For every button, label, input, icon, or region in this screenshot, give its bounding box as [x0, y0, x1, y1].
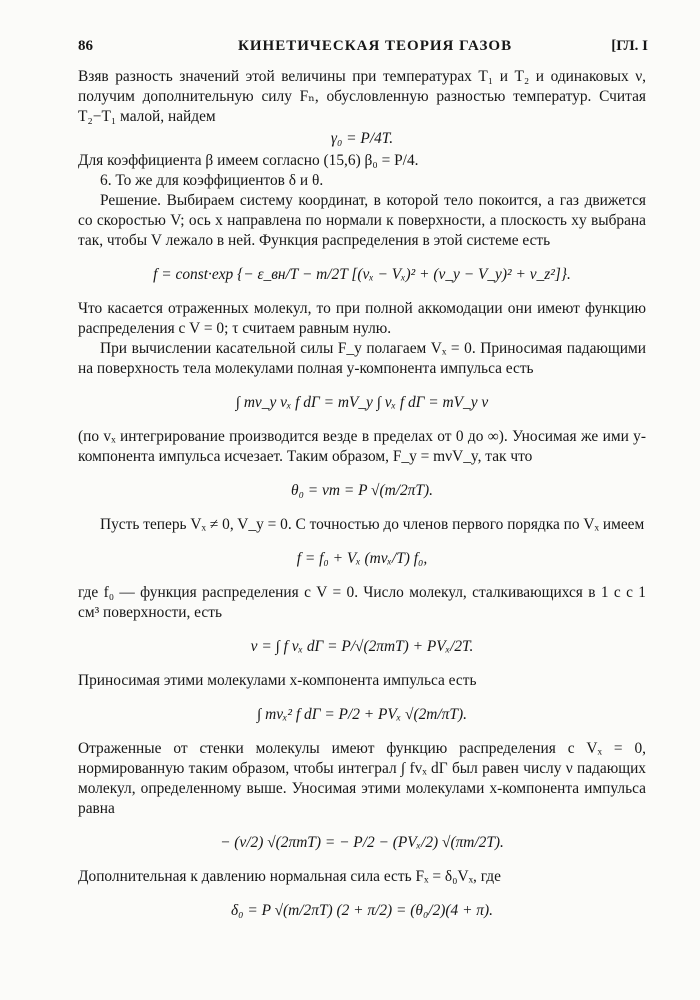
equation: θ₀ = νm = P √(m/2πT). — [291, 482, 433, 499]
page-number: 86 — [78, 38, 93, 54]
paragraph: При вычислении касательной силы F_y полагаем Vₓ = 0. Приносимая падающими на поверхность тела молекулами полная y-компонента импульса есть — [78, 340, 646, 377]
equation: γ₀ = P/4T. — [330, 130, 394, 147]
paragraph: (по vₓ интегрирование производится везде в пределах от 0 до ∞). Уносимая же ими y-компонента импульса исчезает. Таким образом, F_y = mνV_y, так что — [78, 428, 646, 465]
paragraph: Для коэффициента β имеем согласно (15,6) β₀ = P/4. — [78, 152, 419, 169]
paragraph: где f₀ — функция распределения с V = 0. Число молекул, сталкивающихся в 1 с с 1 см³ поверхности, есть — [78, 584, 646, 621]
paragraph: Приносимая этими молекулами x-компонента импульса есть — [78, 672, 477, 689]
solution-paragraph: Решение. Выбираем систему координат, в которой тело покоится, а газ движется со скоростью V; ось x направлена по нормали к поверхности, а плоскость xy выбрана так, чтобы V лежало в ней. Функция распределения в этой системе есть — [78, 192, 646, 249]
paragraph: Пусть теперь Vₓ ≠ 0, V_y = 0. С точностью до членов первого порядка по Vₓ имеем — [100, 516, 645, 533]
paragraph: Взяв разность значений этой величины при температурах T₁ и T₂ и одинаковых ν, получим дополнительную силу Fₙ, обусловленную разностью температур. Считая T₂−T₁ малой, найдем — [78, 68, 646, 125]
equation: f = const·exp {− ε_вн/T − m/2T [(vₓ − Vₓ)² + (v_y − V_y)² + v_z²]}. — [153, 266, 571, 283]
chapter-label: [ГЛ. I — [611, 38, 648, 54]
running-header — [78, 36, 648, 56]
equation: δ₀ = P √(m/2πT) (2 + π/2) = (θ₀/2)(4 + π). — [231, 902, 493, 919]
page-body — [78, 67, 646, 935]
equation: f = f₀ + Vₓ (mvₓ/T) f₀, — [296, 550, 428, 567]
running-title: КИНЕТИЧЕСКАЯ ТЕОРИЯ ГАЗОВ — [238, 38, 513, 54]
equation: ∫ mvₓ² f dΓ = P/2 + PVₓ √(2m/πT). — [257, 706, 467, 723]
equation: ν = ∫ f vₓ dΓ = P/√(2πmT) + PVₓ/2T. — [250, 638, 474, 655]
paragraph: Дополнительная к давлению нормальная сила есть Fₓ = δ₀Vₓ, где — [78, 868, 501, 885]
problem-heading: 6. То же для коэффициентов δ и θ. — [100, 172, 324, 189]
paragraph: Отраженные от стенки молекулы имеют функцию распределения с Vₓ = 0, нормированную таким образом, чтобы интеграл ∫ fvₓ dΓ был равен числу ν падающих молекул, определенному выше. Уносимая этими молекулами x-компонента импульса равна — [78, 740, 646, 817]
paragraph: Что касается отраженных молекул, то при полной аккомодации они имеют функцию распределения с V = 0; τ считаем равным нулю. — [78, 300, 646, 337]
equation: ∫ mv_y vₓ f dΓ = mV_y ∫ vₓ f dΓ = mV_y ν — [235, 394, 489, 411]
equation: − (ν/2) √(2πmT) = − P/2 − (PVₓ/2) √(πm/2T). — [220, 834, 504, 851]
